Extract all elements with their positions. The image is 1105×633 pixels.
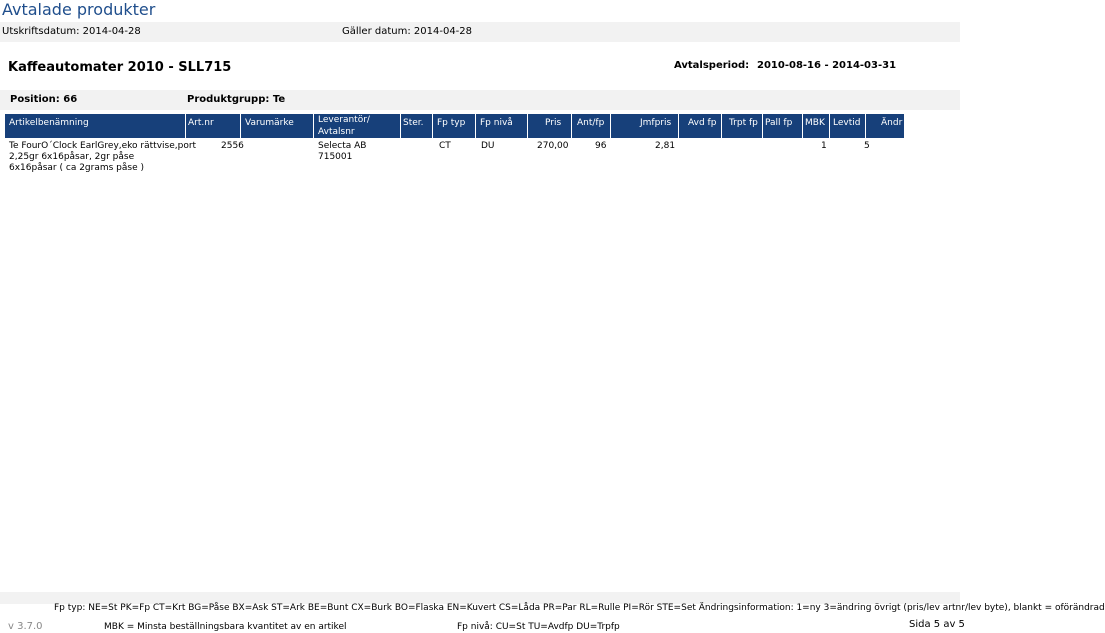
cell-name-line2: 2,25gr 6x16påsar, 2gr påse	[9, 152, 135, 162]
valid-date: Gäller datum: 2014-04-28	[342, 26, 473, 37]
col-ster: Ster.	[403, 118, 424, 128]
cell-levtid: 5	[864, 141, 870, 151]
cell-jmfpris: 2,81	[655, 141, 676, 151]
col-jmfpris: Jmfpris	[640, 118, 672, 128]
mbk-note: MBK = Minsta beställningsbara kvantitet av en artikel	[104, 622, 347, 632]
col-fp-typ: Fp typ	[437, 118, 466, 128]
col-mbk: MBK	[805, 118, 825, 128]
version-label: v 3.7.0	[8, 621, 43, 632]
cell-mbk: 1	[821, 141, 827, 151]
page-number: Sida 5 av 5	[909, 619, 965, 630]
col-leverantor: Leverantör/	[318, 115, 370, 125]
cell-name-line3: 6x16påsar ( ca 2grams påse )	[9, 163, 144, 173]
col-pall-fp: Pall fp	[765, 118, 793, 128]
cell-avtalsnr: 715001	[318, 152, 353, 162]
position-label: Position: 66	[10, 94, 78, 105]
fp-level-legend: Fp nivå: CU=St TU=Avdfp DU=Trpfp	[457, 622, 620, 632]
cell-ant-fp: 96	[595, 141, 607, 151]
col-artnr: Art.nr	[188, 118, 214, 128]
col-artikelbenamning: Artikelbenämning	[9, 118, 89, 128]
cell-supplier: Selecta AB	[318, 141, 367, 151]
col-avtalsnr: Avtalsnr	[318, 127, 355, 137]
cell-name-line1: Te FourO´Clock EarlGrey,eko rättvise,port	[9, 141, 197, 151]
col-pris: Pris	[545, 118, 562, 128]
col-fp-niva: Fp nivå	[480, 118, 513, 128]
contract-name: Kaffeautomater 2010 - SLL715	[8, 60, 232, 75]
cell-fp-typ: CT	[439, 141, 451, 151]
position-bar	[0, 90, 960, 110]
period-value: 2010-08-16 - 2014-03-31	[757, 60, 897, 71]
cell-pris: 270,00	[537, 141, 569, 151]
col-avd-fp: Avd fp	[688, 118, 717, 128]
col-levtid: Levtid	[833, 118, 861, 128]
col-varumarke: Varumärke	[245, 118, 294, 128]
table-header	[5, 114, 904, 138]
print-date: Utskriftsdatum: 2014-04-28	[2, 26, 141, 37]
fp-type-legend: Fp typ: NE=St PK=Fp CT=Krt BG=Påse BX=Ask ST=Ark BE=Bunt CX=Burk BO=Flaska EN=Kuvert CS=Låda PR=Par RL=Rulle PI=Rör STE=Set Ändringsinformation: 1=ny 3=ändring övrigt (pris/lev artnr/lev byte), blankt = oförändrad	[54, 603, 1105, 613]
col-andr: Ändr	[881, 118, 903, 128]
col-trpt-fp: Trpt fp	[729, 118, 758, 128]
period-label: Avtalsperiod:	[674, 60, 750, 71]
cell-artnr: 2556	[221, 141, 244, 151]
col-ant-fp: Ant/fp	[577, 118, 605, 128]
date-bar	[0, 22, 960, 42]
cell-fp-niva: DU	[481, 141, 495, 151]
product-group-label: Produktgrupp: Te	[187, 94, 286, 105]
page-title: Avtalade produkter	[2, 0, 156, 19]
